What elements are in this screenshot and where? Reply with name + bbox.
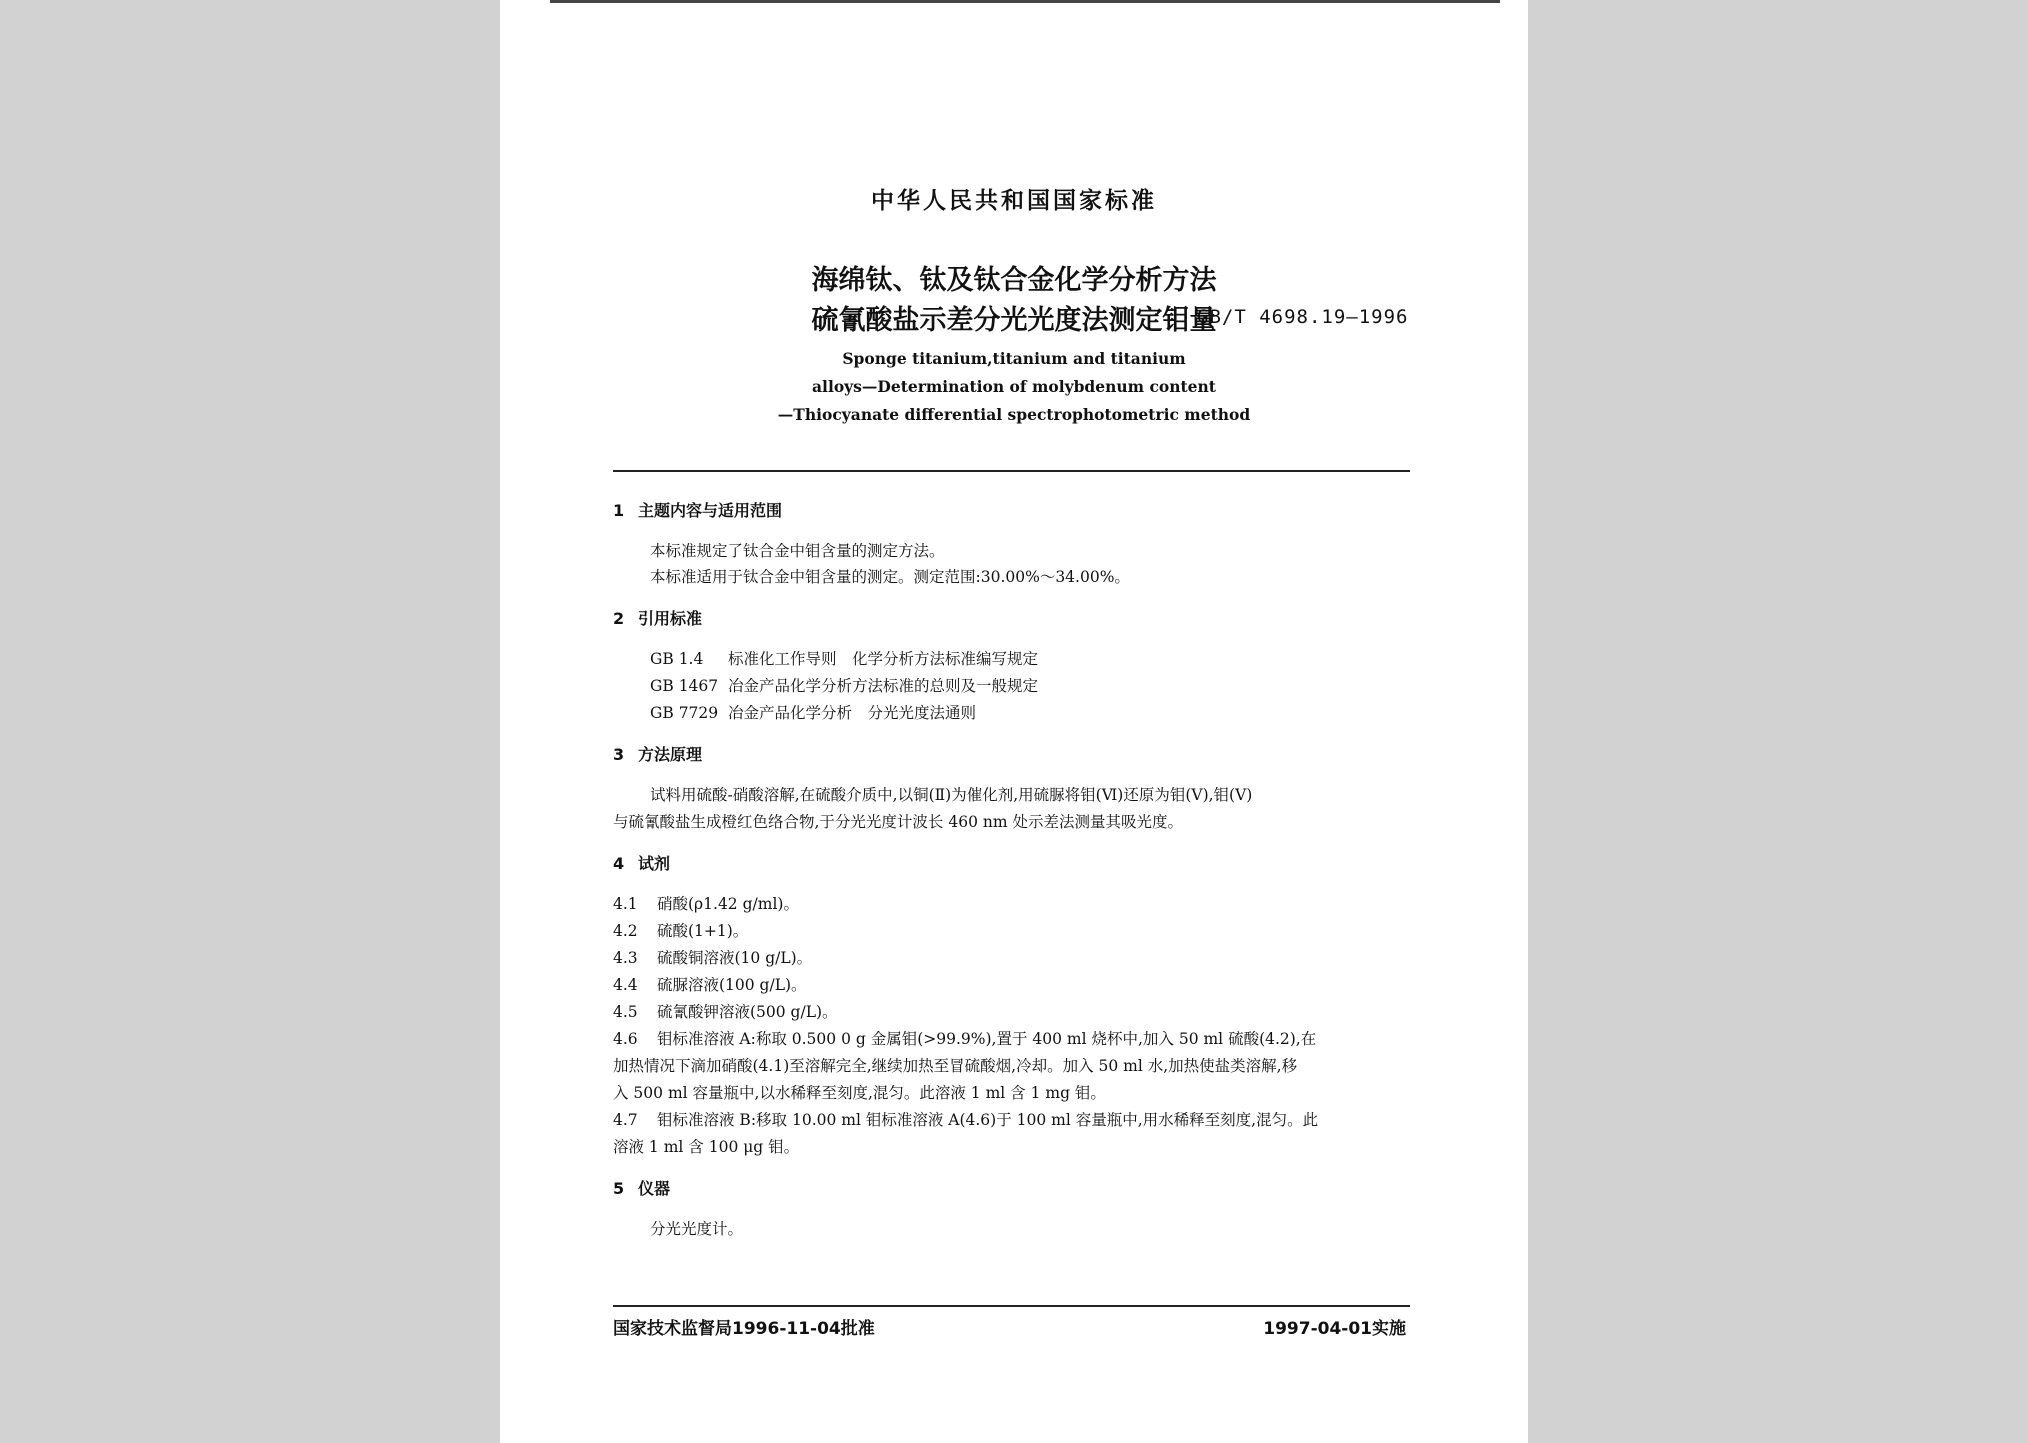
item-text: 硝酸(ρ1.42 g/ml)。 bbox=[657, 895, 799, 913]
title-cn-line1: 海绵钛、钛及钛合金化学分析方法 bbox=[811, 265, 1217, 296]
section-3-heading bbox=[613, 742, 702, 765]
title-en-line3: —Thiocyanate differential spectrophotometric method bbox=[777, 405, 1251, 424]
item-text: 钼标准溶液 B:移取 10.00 ml 钼标准溶液 A(4.6)于 100 ml 容量瓶中,用水稀释至刻度,混匀。此 bbox=[657, 1111, 1319, 1129]
item-text: 硫氰酸钾溶液(500 g/L)。 bbox=[657, 1003, 838, 1021]
item-continuation: 加热情况下滴加硝酸(4.1)至溶解完全,继续加热至冒硫酸烟,冷却。加入 50 ml 水,加热使盐类溶解,移 bbox=[613, 1057, 1298, 1075]
document-page bbox=[500, 0, 1528, 1443]
standard-org-heading: 中华人民共和国国家标准 bbox=[871, 188, 1157, 214]
paragraph-line: 与硫氰酸盐生成橙红色络合物,于分光光度计波长 460 nm 处示差法测量其吸光度。 bbox=[613, 813, 1183, 831]
reference-title: 冶金产品化学分析 分光光度法通则 bbox=[728, 704, 977, 722]
item-number: 4.2 bbox=[613, 922, 638, 940]
reference-item bbox=[650, 701, 976, 723]
item-number: 4.5 bbox=[613, 1003, 638, 1021]
section-number: 5 bbox=[613, 1179, 625, 1198]
section-title: 引用标准 bbox=[638, 609, 703, 628]
reference-item bbox=[650, 647, 1038, 669]
section-number: 1 bbox=[613, 501, 625, 520]
reagent-item bbox=[613, 1000, 838, 1022]
reference-item bbox=[650, 674, 1038, 696]
paragraph-line: 试料用硫酸-硝酸溶解,在硫酸介质中,以铜(Ⅱ)为催化剂,用硫脲将钼(Ⅵ)还原为钼(Ⅴ),钼(Ⅴ) bbox=[650, 786, 1253, 804]
item-number: 4.7 bbox=[613, 1111, 638, 1129]
reference-code: GB 1.4 bbox=[650, 650, 704, 668]
reagent-item bbox=[613, 1027, 1316, 1049]
reagent-item bbox=[613, 1108, 1318, 1130]
reagent-item bbox=[613, 892, 799, 914]
section-5-heading bbox=[613, 1176, 670, 1199]
section-title: 仪器 bbox=[638, 1179, 671, 1198]
title-en-line2: alloys—Determination of molybdenum content bbox=[812, 377, 1216, 396]
header-divider bbox=[613, 470, 1410, 472]
item-text: 钼标准溶液 A:称取 0.500 0 g 金属钼(>99.9%),置于 400 ml 烧杯中,加入 50 ml 硫酸(4.2),在 bbox=[657, 1030, 1317, 1048]
section-title: 主题内容与适用范围 bbox=[638, 501, 783, 520]
title-en-line1: Sponge titanium,titanium and titanium bbox=[842, 349, 1186, 368]
effective-date: 1997-04-01实施 bbox=[1263, 1319, 1406, 1339]
approval-date: 国家技术监督局1996-11-04批准 bbox=[613, 1319, 875, 1339]
section-title: 试剂 bbox=[638, 854, 671, 873]
paragraph: 本标准规定了钛合金中钼含量的测定方法。 bbox=[650, 542, 945, 560]
item-text: 硫酸(1+1)。 bbox=[657, 922, 749, 940]
item-number: 4.3 bbox=[613, 949, 638, 967]
title-cn-line2: 硫氰酸盐示差分光光度法测定钼量 bbox=[811, 305, 1217, 336]
reagent-item bbox=[613, 973, 807, 995]
section-number: 3 bbox=[613, 745, 625, 764]
section-number: 2 bbox=[613, 609, 625, 628]
item-number: 4.4 bbox=[613, 976, 638, 994]
top-border-line bbox=[550, 0, 1500, 3]
item-number: 4.1 bbox=[613, 895, 638, 913]
item-number: 4.6 bbox=[613, 1030, 638, 1048]
item-text: 硫脲溶液(100 g/L)。 bbox=[657, 976, 807, 994]
section-title: 方法原理 bbox=[638, 745, 703, 764]
standard-code: GB/T 4698.19—1996 bbox=[1197, 306, 1409, 328]
section-4-heading bbox=[613, 851, 670, 874]
section-1-heading bbox=[613, 498, 782, 521]
item-text: 硫酸铜溶液(10 g/L)。 bbox=[657, 949, 813, 967]
reagent-item bbox=[613, 919, 748, 941]
paragraph: 本标准适用于钛合金中钼含量的测定。测定范围:30.00%～34.00%。 bbox=[650, 568, 1130, 586]
reference-code: GB 7729 bbox=[650, 704, 719, 722]
section-number: 4 bbox=[613, 854, 625, 873]
section-2-heading bbox=[613, 606, 702, 629]
footer-divider bbox=[613, 1305, 1410, 1307]
reference-code: GB 1467 bbox=[650, 677, 719, 695]
reagent-item bbox=[613, 946, 812, 968]
reference-title: 标准化工作导则 化学分析方法标准编写规定 bbox=[728, 650, 1039, 668]
paragraph: 分光光度计。 bbox=[650, 1220, 744, 1238]
item-continuation: 溶液 1 ml 含 100 μg 钼。 bbox=[613, 1138, 800, 1156]
reference-title: 冶金产品化学分析方法标准的总则及一般规定 bbox=[728, 677, 1039, 695]
item-continuation: 入 500 ml 容量瓶中,以水稀释至刻度,混匀。此溶液 1 ml 含 1 mg 钼。 bbox=[613, 1084, 1106, 1102]
